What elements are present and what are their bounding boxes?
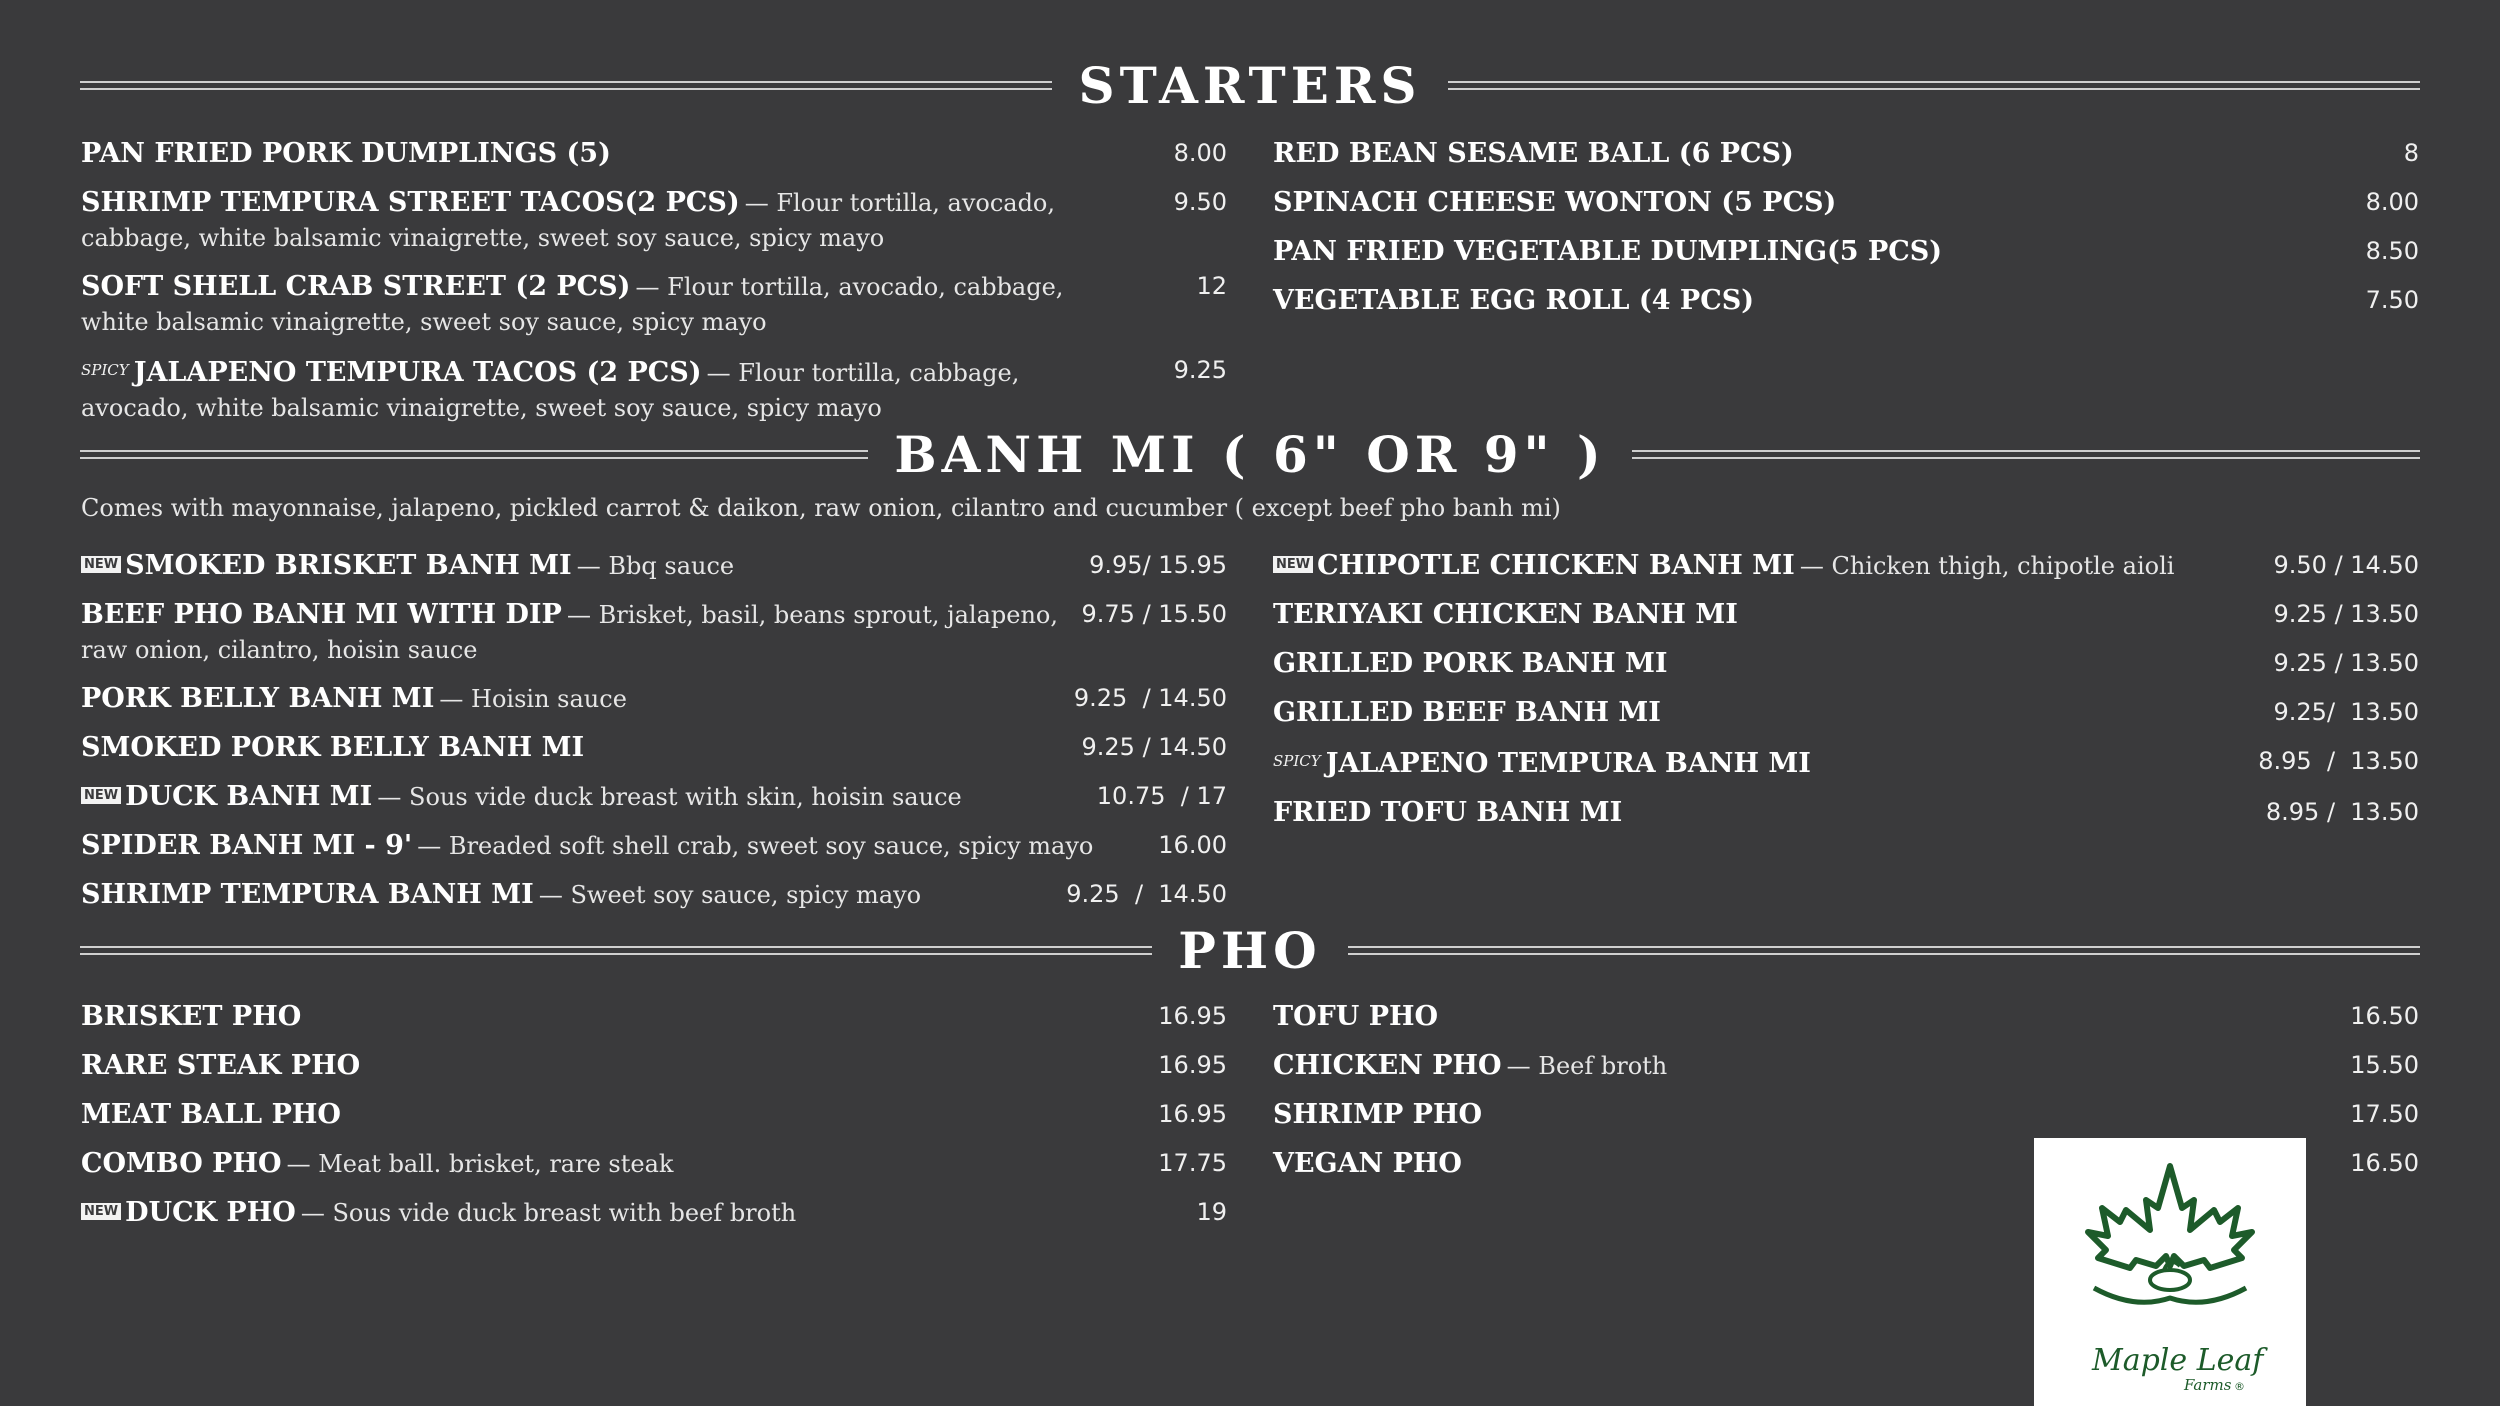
menu-item-name: BEEF PHO BANH MI WITH DIP [81,599,562,630]
starters-header [80,55,2420,115]
menu-item-name: FRIED TOFU BANH MI [1273,797,1623,828]
logo-registered-mark: ® [2234,1380,2245,1393]
menu-item-description: — Breaded soft shell crab, sweet soy sauce, spicy mayo [417,832,1094,860]
menu-item-price: 17.75 [1158,1149,1227,1177]
menu-item-price: 8.00 [1173,139,1227,167]
menu-item-price: 9.50 / 14.50 [2273,551,2419,579]
menu-item-price: 8.95 / 13.50 [2265,798,2419,826]
menu-item-name: SMOKED BRISKET BANH MI [125,550,572,581]
new-badge: NEW [1273,556,1313,573]
menu-item-name: DUCK BANH MI [125,781,373,812]
menu-item-price: 9.25 / 13.50 [2273,649,2419,677]
menu-item-description: — Beef broth [1506,1052,1668,1080]
menu-item-price: 9.25/ 13.50 [2273,698,2419,726]
menu-item [81,1000,1227,1036]
section-title-banhmi: BANH MI ( 6" OR 9" ) [894,424,1606,484]
menu-item-name: SPIDER BANH MI - 9' [81,830,413,861]
section-title-pho: PHO [1178,920,1322,980]
menu-item-name: BRISKET PHO [81,1001,302,1032]
menu-item-description: — Meat ball. brisket, rare steak [286,1150,674,1178]
menu-item-price: 8.00 [2365,188,2419,216]
menu-item-price: 16.50 [2350,1149,2419,1177]
pho-left-column [81,1000,1227,1245]
menu-item-description: — Flour tortilla, avocado, cabbage, white balsamic vinaigrette, sweet soy sauce, spicy mayo [81,189,1056,252]
menu-item-price: 9.95/ 15.95 [1089,551,1227,579]
menu-item-description: — Sous vide duck breast with skin, hoisin sauce [377,783,962,811]
menu-item-price: 8.95 / 13.50 [2258,747,2419,775]
menu-item [1273,549,2419,585]
menu-item-name: VEGAN PHO [1273,1148,1462,1179]
menu-item-price: 8 [2403,139,2419,167]
logo-wordmark-sub: Farms [2184,1376,2232,1394]
new-badge: NEW [81,556,121,573]
menu-item [1273,647,2419,683]
menu-item-price: 9.25 / 13.50 [2273,600,2419,628]
menu-item-name: RED BEAN SESAME BALL (6 PCS) [1273,138,1794,169]
menu-item [81,1049,1227,1085]
banhmi-header [80,424,2420,484]
menu-item [1273,284,2419,320]
menu-item [1273,745,2419,783]
menu-item [81,731,1227,767]
menu-item-price: 10.75 / 17 [1096,782,1227,810]
menu-item-name: RARE STEAK PHO [81,1050,361,1081]
menu-item [1273,796,2419,832]
menu-item-price: 16.50 [2350,1002,2419,1030]
divider-right [1348,946,2420,955]
menu-item [1273,696,2419,732]
menu-item-name: PAN FRIED PORK DUMPLINGS (5) [81,138,611,169]
menu-item [81,1098,1227,1134]
menu-item-name: JALAPENO TEMPURA BANH MI [1325,748,1811,779]
menu-item-price: 15.50 [2350,1051,2419,1079]
menu-item-name: JALAPENO TEMPURA TACOS (2 PCS) [133,357,702,388]
menu-item [81,1147,1227,1183]
menu-item-name: SHRIMP TEMPURA STREET TACOS(2 PCS) [81,187,740,218]
menu-item-description: — Sous vide duck breast with beef broth [300,1199,797,1227]
menu-item [81,598,1227,669]
menu-item-name: GRILLED BEEF BANH MI [1273,697,1661,728]
menu-item-price: 8.50 [2365,237,2419,265]
banhmi-right-column [1273,549,2419,845]
menu-item-price: 16.95 [1158,1051,1227,1079]
menu-item [81,682,1227,718]
divider-left [80,946,1152,955]
menu-item [81,1196,1227,1232]
new-badge: NEW [81,1203,121,1220]
menu-item-price: 9.75 / 15.50 [1081,600,1227,628]
menu-item-price: 9.25 [1173,356,1227,384]
menu-item-name: CHICKEN PHO [1273,1050,1502,1081]
menu-item-name: SMOKED PORK BELLY BANH MI [81,732,585,763]
divider-right [1448,81,2420,90]
logo-wordmark: Maple Leaf [2092,1343,2264,1378]
menu-item-price: 9.25 / 14.50 [1073,684,1227,712]
spicy-badge: SPICY [1273,752,1321,770]
banhmi-intro: Comes with mayonnaise, jalapeno, pickled carrot & daikon, raw onion, cilantro and cucumber ( except beef pho banh mi) [81,494,1561,522]
menu-item-price: 16.95 [1158,1100,1227,1128]
menu-item-name: VEGETABLE EGG ROLL (4 PCS) [1273,285,1754,316]
menu-item-price: 9.25 / 14.50 [1066,880,1227,908]
menu-item [81,549,1227,585]
menu-item-name: SPINACH CHEESE WONTON (5 PCS) [1273,187,1837,218]
menu-item-description: — Flour tortilla, avocado, cabbage, white balsamic vinaigrette, sweet soy sauce, spicy mayo [81,273,1064,336]
menu-item [1273,137,2419,173]
menu-item [1273,1098,2419,1134]
menu-item [81,137,1227,173]
menu-item-description: — Flour tortilla, cabbage, avocado, white balsamic vinaigrette, sweet soy sauce, spicy mayo [81,359,1020,422]
menu-item [81,780,1227,816]
pho-header [80,920,2420,980]
menu-item [81,878,1227,914]
menu-item [81,186,1227,257]
menu-item-price: 12 [1196,272,1227,300]
banhmi-left-column [81,549,1227,927]
menu-item-description: — Chicken thigh, chipotle aioli [1799,552,2175,580]
menu-item-price: 17.50 [2350,1100,2419,1128]
menu-item-price: 9.25 / 14.50 [1081,733,1227,761]
menu-item-name: TOFU PHO [1273,1001,1439,1032]
menu-item-description: — Hoisin sauce [439,685,627,713]
menu-item [81,270,1227,341]
new-badge: NEW [81,787,121,804]
spicy-badge: SPICY [81,361,129,379]
menu-item-description: — Bbq sauce [576,552,735,580]
menu-item-name: CHIPOTLE CHICKEN BANH MI [1317,550,1795,581]
menu-item-name: GRILLED PORK BANH MI [1273,648,1668,679]
menu-item-description: — Brisket, basil, beans sprout, jalapeno, raw onion, cilantro, hoisin sauce [81,601,1059,664]
divider-left [80,81,1052,90]
menu-item-name: DUCK PHO [125,1197,296,1228]
menu-item [81,829,1227,865]
menu-item-name: SHRIMP TEMPURA BANH MI [81,879,534,910]
maple-leaf-farms-logo [2034,1138,2306,1406]
menu-item-price: 19 [1196,1198,1227,1226]
starters-right-column [1273,137,2419,333]
menu-item-price: 16.95 [1158,1002,1227,1030]
menu-item-name: PORK BELLY BANH MI [81,683,435,714]
menu-item-price: 9.50 [1173,188,1227,216]
menu-item-name: COMBO PHO [81,1148,282,1179]
menu-item-name: PAN FRIED VEGETABLE DUMPLING(5 PCS) [1273,236,1943,267]
starters-left-column [81,137,1227,440]
menu-item-name: MEAT BALL PHO [81,1099,341,1130]
maple-leaf-icon [2034,1138,2306,1406]
divider-right [1632,450,2420,459]
menu-item-price: 16.00 [1158,831,1227,859]
menu-item [1273,1000,2419,1036]
menu-item [81,354,1227,427]
menu-item [1273,186,2419,222]
menu-item-price: 7.50 [2365,286,2419,314]
menu-item-name: SOFT SHELL CRAB STREET (2 PCS) [81,271,631,302]
menu-item-description: — Sweet soy sauce, spicy mayo [538,881,922,909]
divider-left [80,450,868,459]
menu-item [1273,1049,2419,1085]
menu-item-name: TERIYAKI CHICKEN BANH MI [1273,599,1738,630]
menu-item-name: SHRIMP PHO [1273,1099,1482,1130]
section-title-starters: STARTERS [1078,55,1422,115]
menu-item [1273,235,2419,271]
menu-item [1273,598,2419,634]
